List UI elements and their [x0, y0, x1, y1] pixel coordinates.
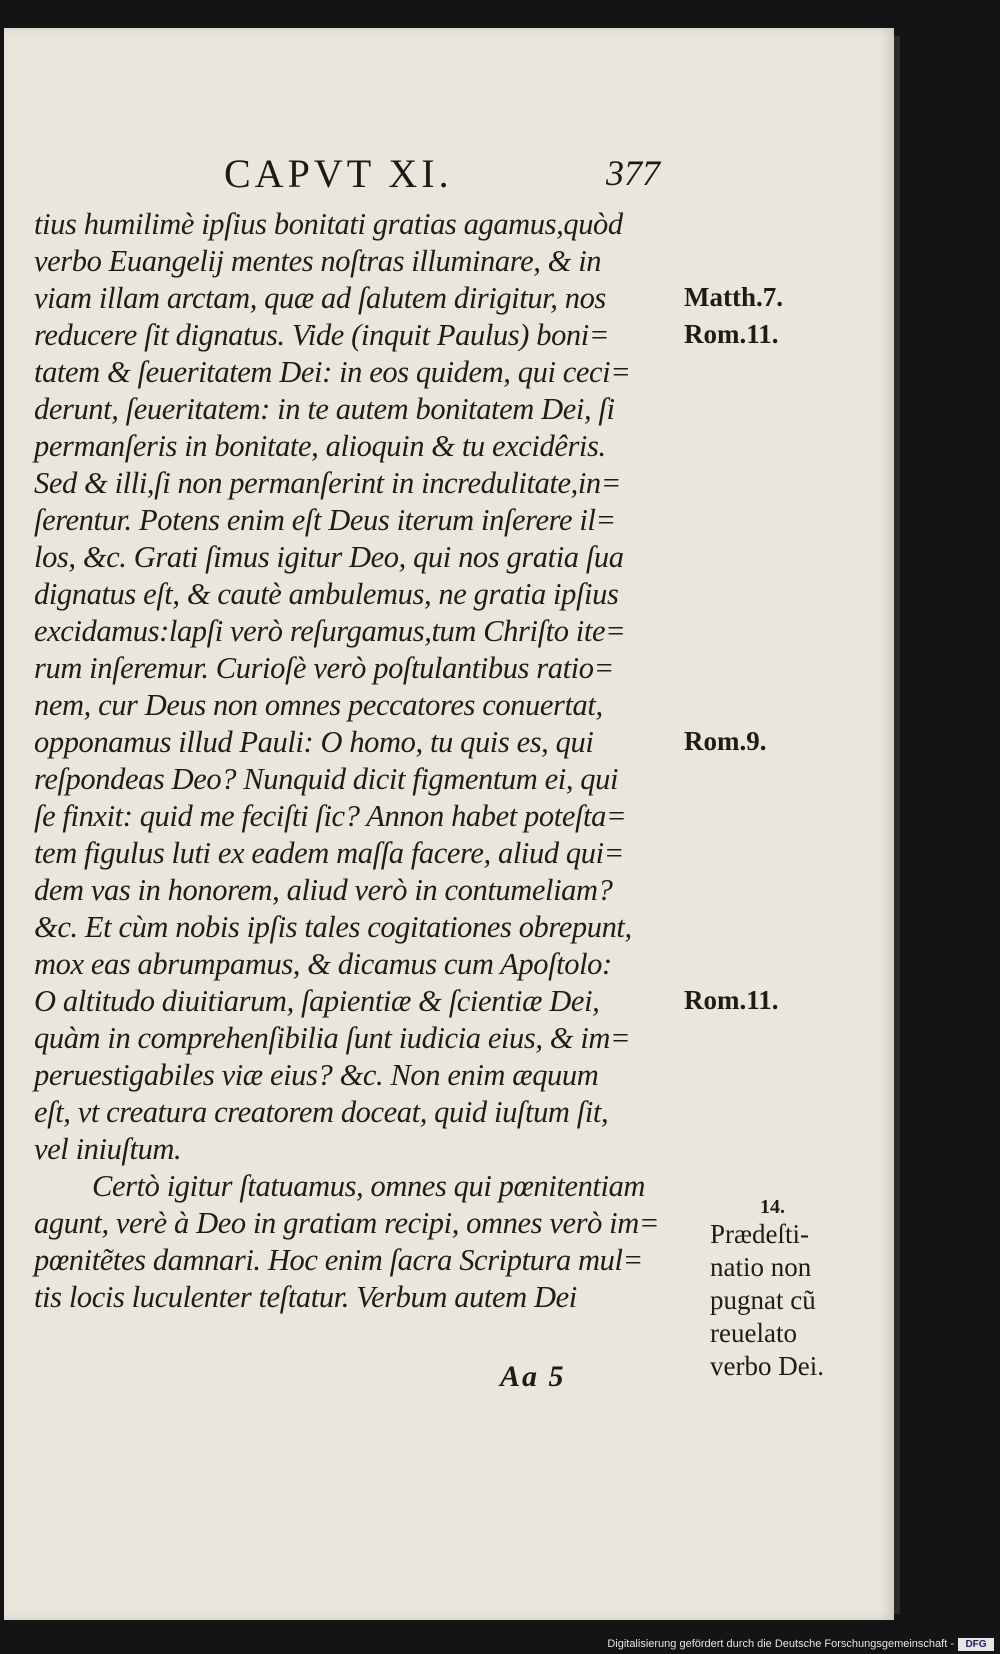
margin-note: Rom.11. — [684, 985, 779, 1015]
text-line: reſpondeas Deo? Nunquid dicit figmentum ei, qui — [34, 762, 619, 796]
text-line: pœnitẽtes damnari. Hoc enim ſacra Scriptura mul= — [34, 1243, 643, 1277]
signature-mark: Aa 5 — [500, 1360, 566, 1393]
text-line: quàm in comprehenſibilia ſunt iudicia eius, & im= — [34, 1021, 631, 1055]
text-line: verbo Euangelij mentes noſtras illuminare, & in — [34, 244, 602, 278]
text-line: los, &c. Grati ſimus igitur Deo, qui nos gratia ſua — [34, 540, 624, 574]
text-line: Certò igitur ſtatuamus, omnes qui pœnitentiam — [92, 1169, 646, 1203]
text-line: agunt, verè à Deo in gratiam recipi, omnes verò im= — [34, 1206, 660, 1240]
text-line: nem, cur Deus non omnes peccatores conuertat, — [34, 688, 603, 722]
page-number: 377 — [606, 153, 660, 193]
text-line: reducere ſit dignatus. Vide (inquit Paulus) boni= — [34, 318, 610, 352]
text-line: permanſeris in bonitate, alioquin & tu excidêris. — [34, 429, 606, 463]
page-edge — [894, 36, 900, 1614]
text-line: dem vas in honorem, aliud verò in contumeliam? — [34, 873, 613, 907]
side-note-line: reuelato — [710, 1318, 797, 1348]
text-line: tatem & ſeueritatem Dei: in eos quidem, qui ceci= — [34, 355, 631, 389]
text-line: dignatus eſt, & cautè ambulemus, ne gratia ipſius — [34, 577, 619, 611]
margin-note: Rom.11. — [684, 319, 779, 349]
book-page — [4, 28, 894, 1620]
side-note-line: verbo Dei. — [710, 1351, 824, 1381]
page-header — [4, 150, 894, 194]
margin-note: Rom.9. — [684, 726, 767, 756]
side-note-line: Prædeſti- — [710, 1219, 809, 1249]
text-line: O altitudo diuitiarum, ſapientiæ & ſcientiæ Dei, — [34, 984, 600, 1018]
side-note — [710, 1196, 824, 1383]
text-line: excidamus:lapſi verò reſurgamus,tum Chriſto ite= — [34, 614, 626, 648]
text-line: tis locis luculenter teſtatur. Verbum autem Dei — [34, 1280, 577, 1314]
text-line: ſerentur. Potens enim eſt Deus iterum inſerere il= — [34, 503, 616, 537]
text-line: vel iniuſtum. — [34, 1132, 182, 1166]
text-line: Sed & illi,ſi non permanſerint in incredulitate,in= — [34, 466, 621, 500]
text-line: tem figulus luti ex eadem maſſa facere, aliud qui= — [34, 836, 624, 870]
running-head: CAPVT XI. — [224, 151, 453, 196]
dfg-logo: DFG — [958, 1638, 994, 1651]
text-line: &c. Et cùm nobis ipſis tales cogitationes obrepunt, — [34, 910, 632, 944]
margin-note: Matth.7. — [684, 282, 783, 312]
text-line: mox eas abrumpamus, & dicamus cum Apoſtolo: — [34, 947, 612, 981]
side-note-line: natio non — [710, 1252, 812, 1282]
text-line: opponamus illud Pauli: O homo, tu quis es, qui — [34, 725, 594, 759]
text-line: derunt, ſeueritatem: in te autem bonitatem Dei, ſi — [34, 392, 615, 426]
text-line: viam illam arctam, quæ ad ſalutem dirigitur, nos — [34, 281, 606, 315]
side-note-number: 14. — [760, 1196, 785, 1218]
text-line: eſt, vt creatura creatorem doceat, quid iuſtum ſit, — [34, 1095, 609, 1129]
text-line: peruestigabiles viæ eius? &c. Non enim æquum — [34, 1058, 599, 1092]
side-note-line: pugnat cũ — [710, 1285, 816, 1315]
text-line: rum inſeremur. Curioſè verò poſtulantibus ratio= — [34, 651, 614, 685]
footer-bar — [0, 1636, 1000, 1654]
text-line: ſe finxit: quid me feciſti ſic? Annon habet poteſta= — [34, 799, 627, 833]
side-note-lines — [710, 1218, 824, 1383]
footer-credit: Digitalisierung gefördert durch die Deutsche Forschungsgemeinschaft - — [607, 1638, 954, 1650]
text-line: tius humilimè ipſius bonitati gratias agamus,quòd — [34, 207, 623, 241]
body-text — [34, 206, 694, 1316]
